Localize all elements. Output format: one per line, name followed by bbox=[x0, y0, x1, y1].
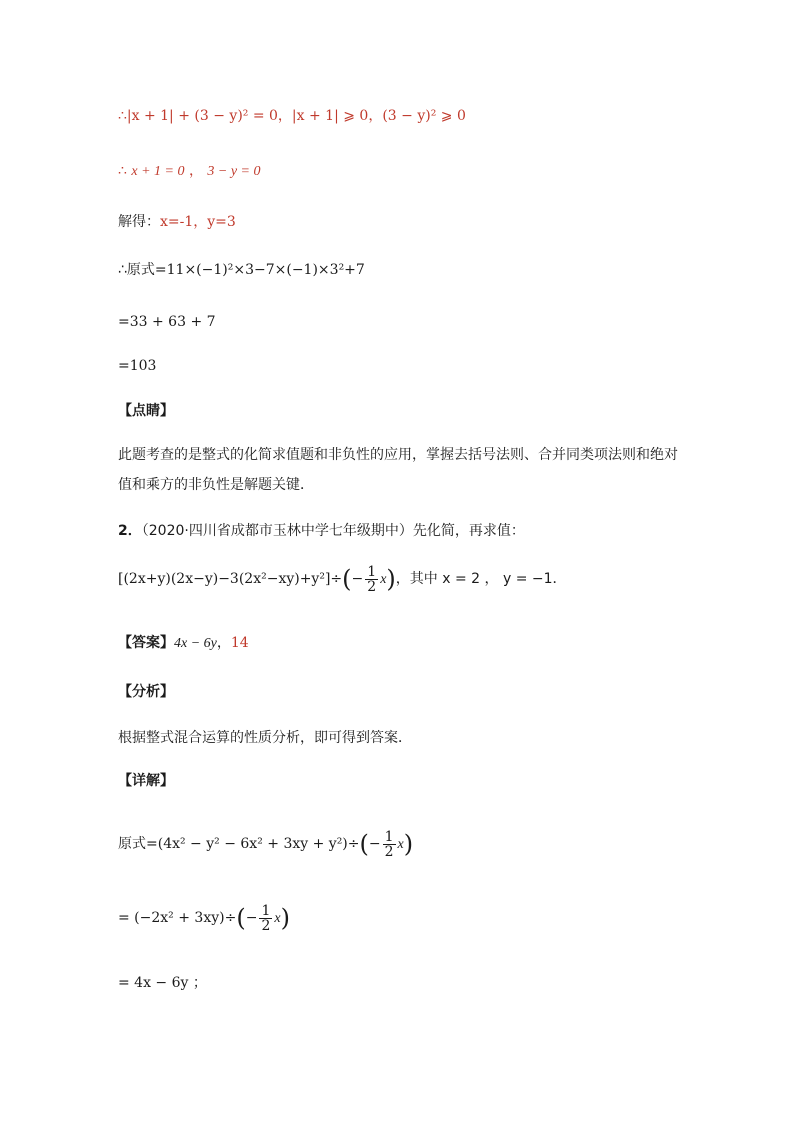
fraction-variable: x bbox=[380, 572, 387, 587]
solution-step-1 bbox=[118, 106, 466, 126]
analysis-text: 根据整式混合运算的性质分析，即可得到答案． bbox=[118, 730, 412, 746]
fraction-numerator: 1 bbox=[367, 563, 377, 580]
solution-step-4 bbox=[118, 260, 365, 280]
step-1-text: ∴|x + 1| + (3 − y)² = 0，|x + 1| ⩾ 0，(3 − y)² ⩾ 0 bbox=[118, 108, 466, 124]
detail-prefix: 原式= bbox=[118, 836, 158, 852]
detail-result: = 4x − 6y ； bbox=[118, 975, 207, 991]
fraction bbox=[259, 904, 272, 933]
fraction-numerator: 1 bbox=[261, 902, 271, 919]
right-paren: ) bbox=[280, 904, 290, 932]
solution-step-5 bbox=[118, 312, 216, 332]
problem-number: 2． bbox=[118, 523, 142, 539]
comment-heading: 【点睛】 bbox=[118, 403, 174, 419]
fraction-numerator: 1 bbox=[384, 828, 394, 845]
problem-2-header bbox=[118, 521, 525, 541]
fraction bbox=[365, 565, 378, 594]
comment-text: 此题考查的是整式的化简求值题和非负性的应用，掌握去括号法则、合并同类项法则和绝对值和乘方的非负性是解题关键． bbox=[118, 447, 678, 493]
solution-step-6 bbox=[118, 356, 156, 376]
fraction-denominator: 2 bbox=[384, 843, 394, 860]
equation-1: x + 1 = 0 bbox=[131, 164, 185, 179]
answer-line bbox=[118, 633, 249, 654]
separator: ， bbox=[188, 163, 203, 179]
solved-label: 解得： bbox=[118, 214, 160, 230]
problem-source: （2020·四川省成都市玉林中学七年级期中） bbox=[141, 523, 413, 539]
fraction-sign: − bbox=[351, 571, 364, 587]
answer-value: 14 bbox=[230, 635, 249, 651]
fraction-variable: x bbox=[274, 911, 281, 926]
detail-heading: 【详解】 bbox=[118, 773, 174, 789]
fraction-variable: x bbox=[397, 837, 404, 852]
solution-step-2 bbox=[118, 161, 261, 182]
detail-expression-2: = (−2x² + 3xy)÷ bbox=[118, 910, 237, 926]
equation-2: 3 − y = 0 bbox=[207, 164, 261, 179]
detail-expression-1: (4x² − y² − 6x² + 3xy + y²)÷ bbox=[157, 836, 360, 852]
answer-expression: 4x − 6y bbox=[174, 636, 217, 651]
main-expression: [(2x+y)(2x−y)−3(2x²−xy)+y²]÷ bbox=[118, 571, 343, 587]
problem-2-expression bbox=[118, 561, 567, 598]
fraction-sign: − bbox=[245, 910, 258, 926]
right-paren: ) bbox=[403, 830, 414, 858]
left-paren: ( bbox=[236, 904, 246, 932]
substituted-expression: 11×(−1)²×3−7×(−1)×3²+7 bbox=[166, 262, 365, 278]
detail-line-1 bbox=[118, 826, 413, 863]
right-paren: ) bbox=[386, 565, 396, 593]
left-paren: ( bbox=[342, 565, 352, 593]
step-6-text: =103 bbox=[118, 358, 157, 374]
answer-separator: ， bbox=[216, 635, 231, 651]
analysis-heading: 【分析】 bbox=[118, 684, 174, 700]
detail-line-3 bbox=[118, 973, 207, 993]
step-5-text: =33 + 63 + 7 bbox=[118, 314, 216, 330]
fraction-denominator: 2 bbox=[367, 578, 377, 595]
original-expression-label: ∴原式= bbox=[118, 262, 167, 278]
left-paren: ( bbox=[359, 830, 369, 858]
fraction-denominator: 2 bbox=[261, 917, 271, 934]
solution-step-3 bbox=[118, 212, 236, 232]
solved-values: x=-1，y=3 bbox=[160, 214, 236, 230]
fraction-sign: − bbox=[368, 836, 381, 852]
problem-instruction: 先化简，再求值： bbox=[412, 523, 525, 539]
therefore-symbol: ∴ bbox=[118, 163, 127, 179]
fraction bbox=[383, 830, 396, 859]
problem-condition: ，其中 x = 2 ， y = −1． bbox=[395, 571, 567, 587]
detail-line-2 bbox=[118, 900, 290, 937]
answer-heading: 【答案】 bbox=[118, 635, 174, 651]
